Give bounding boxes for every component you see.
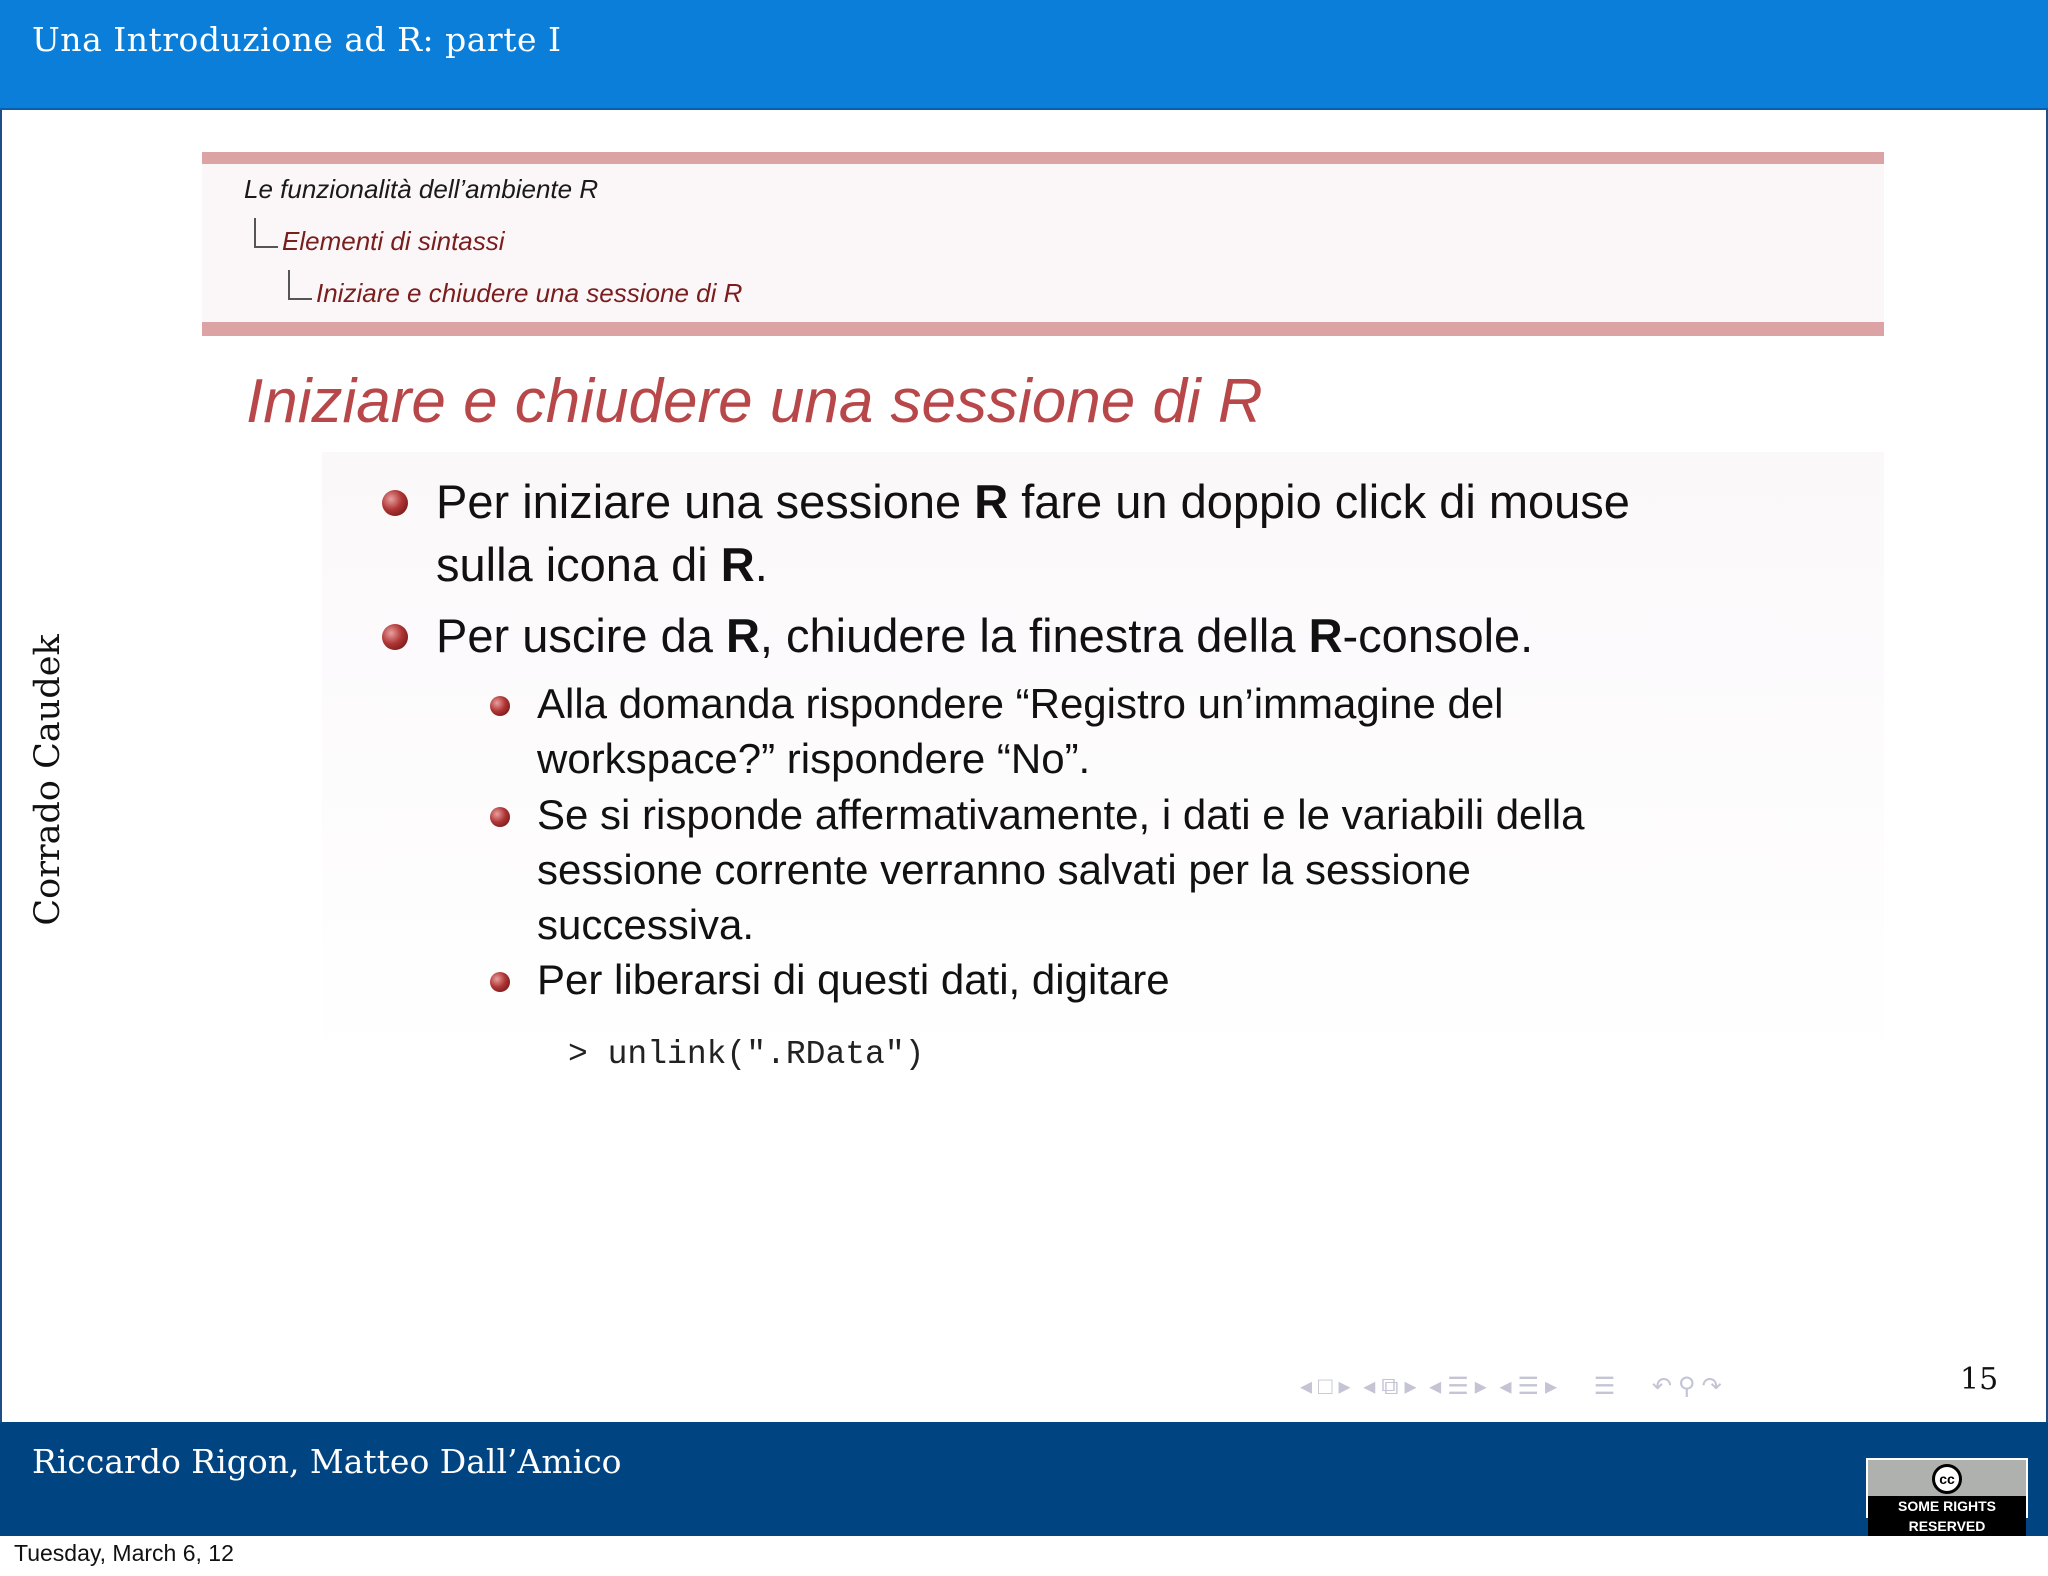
nav-frame-icon[interactable]: □ <box>1318 1373 1333 1400</box>
bullet-exit-session: Per uscire da R, chiudere la finestra della R-console. <box>436 609 1534 662</box>
subbullet-save-line1: Se si risponde affermativamente, i dati e le variabili della <box>537 791 1585 838</box>
bullet-start-session-line2: sulla icona di R. <box>436 538 768 591</box>
nav-next-frame-icon[interactable]: ▸ <box>1338 1373 1351 1400</box>
breadcrumb-subsection[interactable]: Elementi di sintassi <box>282 226 505 256</box>
date-stamp: Tuesday, March 6, 12 <box>14 1540 234 1566</box>
breadcrumb-bottom-rule <box>202 322 1884 336</box>
slide-body <box>202 152 1884 1072</box>
breadcrumb-subsubsection[interactable]: Iniziare e chiudere una sessione di R <box>316 278 743 308</box>
bullet-ball-icon <box>382 490 408 516</box>
slide-title: Iniziare e chiudere una sessione di R <box>246 367 1263 436</box>
subbullet-ball-icon <box>490 696 510 716</box>
subbullet-ball-icon <box>490 972 510 992</box>
presentation-title: Una Introduzione ad R: parte I <box>32 20 562 59</box>
nav-prev-frame-icon[interactable]: ◂ <box>1300 1373 1313 1400</box>
beamer-navigation <box>1300 1372 1880 1402</box>
subbullet-save-line2: sessione corrente verranno salvati per la sessione <box>537 846 1471 893</box>
cc-license-text: SOME RIGHTS RESERVED <box>1868 1496 2026 1536</box>
nav-next-section-icon[interactable]: ▸ <box>1404 1373 1417 1400</box>
subbullet-ball-icon <box>490 807 510 827</box>
nav-toc-icon[interactable]: ☰ <box>1593 1373 1616 1400</box>
nav-subsection-icon[interactable]: ☰ <box>1447 1373 1469 1400</box>
left-frame-line <box>0 110 2 1422</box>
breadcrumb-top-rule <box>202 152 1884 164</box>
code-snippet: > unlink(".RData") <box>568 1036 925 1073</box>
nav-prev-section-icon[interactable]: ◂ <box>1363 1373 1376 1400</box>
footer-authors: Riccardo Rigon, Matteo Dall’Amico <box>32 1442 622 1481</box>
tree-connector <box>288 270 312 300</box>
cc-license-badge[interactable] <box>1866 1458 2028 1534</box>
breadcrumb-section[interactable]: Le funzionalità dell’ambiente R <box>244 174 599 204</box>
subbullet-save-line3: successiva. <box>537 901 755 948</box>
tree-connector <box>254 218 278 248</box>
footer-bar <box>0 1422 2048 1536</box>
nav-prev-subsection-icon[interactable]: ◂ <box>1429 1373 1442 1400</box>
header-bar <box>0 0 2048 110</box>
subbullet-question-line1: Alla domanda rispondere “Registro un’immagine del <box>537 680 1504 727</box>
page-number: 15 <box>1960 1362 1999 1397</box>
cc-logo-icon: cc <box>1932 1464 1962 1494</box>
nav-back-icon[interactable]: ↶ <box>1651 1373 1673 1400</box>
nav-next-subsection-icon[interactable]: ▸ <box>1474 1373 1487 1400</box>
bullet-start-session-line1: Per iniziare una sessione R fare un doppio click di mouse <box>436 475 1630 528</box>
nav-section-icon[interactable]: ⧉ <box>1381 1373 1399 1400</box>
bullet-ball-icon <box>382 624 408 650</box>
nav-slide-icon[interactable]: ☰ <box>1517 1373 1540 1400</box>
subbullet-question-line2: workspace?” rispondere “No”. <box>537 735 1091 782</box>
nav-search-icon[interactable]: ⚲ <box>1678 1373 1696 1400</box>
nav-forward-icon[interactable]: ↷ <box>1701 1373 1722 1400</box>
sidebar-author: Corrado Caudek <box>28 634 68 926</box>
subbullet-delete-line1: Per liberarsi di questi dati, digitare <box>537 956 1170 1003</box>
nav-prev-slide-icon[interactable]: ◂ <box>1499 1373 1512 1400</box>
nav-next-slide-icon[interactable]: ▸ <box>1545 1373 1558 1400</box>
breadcrumb <box>202 152 1884 336</box>
